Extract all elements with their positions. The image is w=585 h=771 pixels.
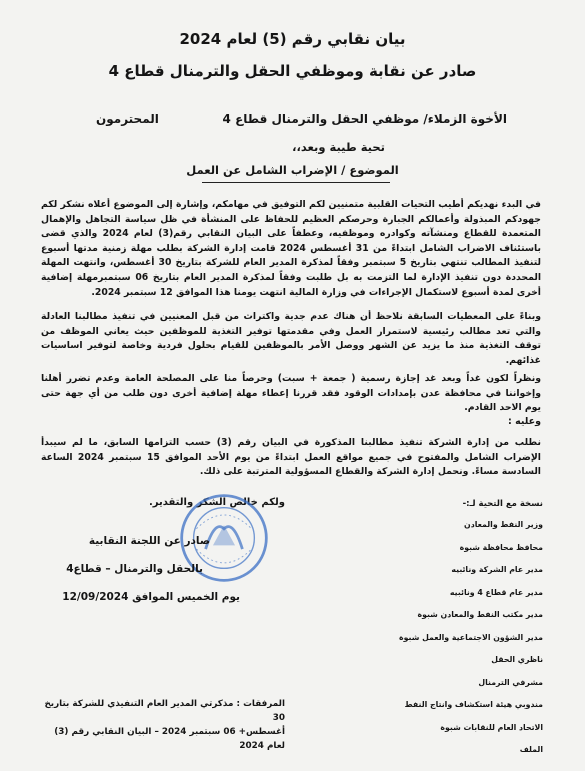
body-paragraph-1: في البدء نهديكم أطيب التحيات القلبية متمنيين لكم التوفيق في مهامكم، وإشارة إلى الموضوع أعلاه نشكر لكم جهودكم المبذولة وأعمالكم الجبارة وحرصكم العظيم للحفاظ على المنشأة في ظل سياسة التجاهل والإهمال المتعمدة للقطاع ومنشآته وكوادره وموظفيه، وعطفاً على البيان النقابي رقم(3) لعام 2024 والذي قضى باستئناف الاضراب الشامل ابتداءً من 31 أغسطس 2024 قامت إدارة الشركة بطلب مهلة زمنية مدتها أسبوع لتنفيذ المطالب تنتهي بتاريخ 5 سبتمبر وفقاً لمذكرة المدير العام للشركة بتاريخ 30 أغسطس، وانتهت المهلة المحددة دون تنفيذ الإدارة لما التزمت به بل طلبت وفقاً لمذكرة المدير العام بتاريخ 06 سبتمبرمهلة إضافية أخرى لمدة أسبوع لاستكمال الإجراءات في وزارة المالية انتهت يومنا هذا الموافق 12 سبتمبر 2024. — [41, 199, 542, 298]
signature-committee: صادر عن اللجنة النقابية — [88, 535, 210, 547]
attachments — [35, 697, 285, 753]
list-item: مدير عام قطاع 4 ونائبيه — [449, 587, 543, 597]
list-item: ناظري الحقل — [491, 655, 543, 664]
signature-date: يوم الخميس الموافق 12/09/2024 — [62, 591, 240, 603]
recipient-line: الأخوة الزملاء/ موظفي الحقل والترمنال قطاع 4 — [222, 112, 507, 126]
body-paragraph-5: نطلب من إدارة الشركة تنفيذ مطالبنا المذكورة في البيان رقم (3) حسب التزامها السابق، ما لم سيبدأ الإضراب الشامل والمفتوح في جميع مواقع العمل ابتداءً من يوم الأحد الموافق 15 سبتمبر 2024 الساعة السادسة مساءً. ونحمل إدارة الشركة والقطاع المسؤولية المترتبة على ذلك. — [41, 437, 541, 478]
attachments-line-1: المرفقات : مذكرتي المدير العام التنفيذي للشركة بتاريخ 30 — [44, 699, 285, 723]
closing-thanks: ولكم خالص الشكر والتقدير. — [148, 497, 285, 508]
subject-line: الموضوع / الإضراب الشامل عن العمل — [186, 163, 399, 177]
body-paragraph-4: وعليه : — [507, 416, 541, 427]
body-paragraph-2: وبناءً على المعطيات السابقة نلاحظ أن هناك عدم جدية واكتراث من قبل المعنيين في تنفيذ مطالبنا العادلة والتي تعد مطالب رئيسية لاستمرار العمل وفي مقدمتها توفير التغذية للموظفين حيث يعاني الموظف من توقف التغذية منذ ما يزيد عن الشهر ووصل الأمر بالموظفين للقيام بحلول فردية وخاصة لتوفير اساسيات غذائهم. — [41, 311, 541, 366]
subject-underline — [202, 182, 390, 183]
list-item: محافظ محافظة شبوة — [459, 542, 543, 552]
attachments-line-2: أغسطس+ 06 سبتمبر 2024 – البيان النقابي رقم (3) لعام 2024 — [54, 727, 285, 751]
signature-location: بالحقل والترمنال – قطاع4 — [66, 563, 203, 575]
list-item: مدير عام الشركة ونائبيه — [451, 565, 543, 574]
list-item: مدير مكتب النفط والمعادن شبوة — [417, 610, 543, 619]
list-item: مندوبي هيئة استكشاف وانتاج النفط — [404, 700, 543, 709]
list-item: الملف — [519, 745, 543, 754]
honorific: المحترمون — [96, 112, 159, 126]
greeting: تحية طيبة وبعد،، — [292, 140, 385, 154]
copies-title: نسخة مع التحية لـ:- — [462, 499, 543, 509]
list-item: مشرفي الترمنال — [478, 677, 543, 687]
list-item: وزير النفط والمعادن — [464, 520, 543, 529]
issuer-title: صادر عن نقابة وموظفي الحقل والترمنال قطاع 4 — [108, 62, 477, 80]
list-item: الاتحاد العام للنقابات شبوة — [440, 722, 543, 732]
copies-list — [399, 518, 543, 766]
list-item: مدير الشؤون الاجتماعية والعمل شبوة — [399, 632, 543, 642]
body-paragraph-3: ونظراً لكون غداً وبعد غد إجازة رسمية ( جمعة + سبت) وحرصاً منا على المصلحة العامة وعدم تضرر أهلنا وإخواننا في محافظة عدن بإمدادات الوقود فقد قررنا إعطاء مهلة إضافية أخرى دون طلب من أي جهة حتى يوم الاحد القادم. — [41, 373, 541, 414]
statement-title: بيان نقابي رقم (5) لعام 2024 — [179, 30, 406, 48]
